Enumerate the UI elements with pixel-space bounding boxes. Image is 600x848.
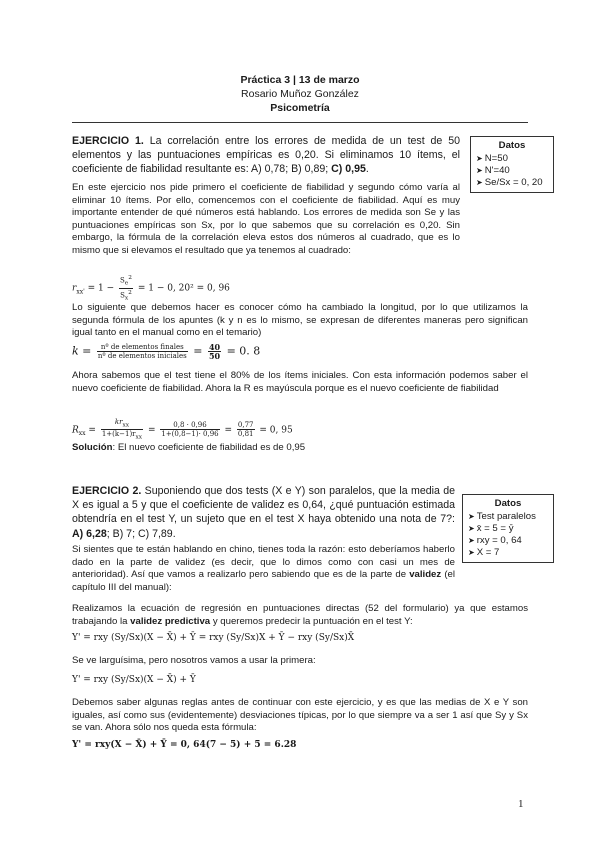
ex2-statement: EJERCICIO 2. Suponiendo que dos tests (X e Y) son paralelos, que la media de X es igual a 5 y que el coeficiente de validez es 0,64, ¿qué puntuación estimada obtendría en el test Y, un sujeto que en el test X haya obtenido una nota de 7?: A) 6,28; B) 7; C) 7,89. [72,485,455,540]
arrow-icon: ➤ [476,178,483,187]
arrow-icon: ➤ [476,166,483,175]
ex1-paragraph-3: Ahora sabemos que el test tiene el 80% de los ítems iniciales. Con esta información podemos saber el nuevo coeficiente de fiabilidad. Ahora la R es mayúscula porque es el nuevo coeficiente de fiabilidad [72,370,528,394]
ex1-data-item: ➤ Se/Sx = 0, 20 [476,177,543,188]
ex2-formula-regression-full: Y' = rxy (Sy/Sx)(X − X̄) + Ȳ = rxy (Sy/Sx)X + Ȳ − rxy (Sy/Sx)X̄ [72,633,355,643]
ex1-formula-reliability: $r_{xx'} = 1$ − $\frac{S_e^2}{S_x^2}$ = 1 − 0, 20² = 0, 96 [72,275,230,302]
ex2-data-title: Datos [494,498,522,509]
arrow-icon: ➤ [468,536,475,545]
ex2-paragraph-2: Realizamos la ecuación de regresión en puntuaciones directas (52 del formulario) ya que estamos trabajando la validez predictiva y queremos predecir la puntuación en el test Y: [72,603,528,627]
ex2-paragraph-1: Si sientes que te están hablando en chino, tienes toda la razón: esto deberíamos haberlo dado en la parte de validez (es decir, que lo dimos como con casi un mes de anterioridad). Así que vamos a realizarlo pero sabiendo que es de la parte de validez (el capítulo III del manual): [72,544,455,593]
ex1-heading: EJERCICIO 1. [72,135,144,147]
arrow-icon: ➤ [468,512,475,521]
ex2-formula-final: Y' = rxy(X − X̄) + Ȳ = 0, 64(7 − 5) + 5 = 6.28 [72,740,297,750]
ex2-paragraph-4: Debemos saber algunas reglas antes de continuar con este ejercicio, y es que las medias de X e Y son iguales, así como sus (evidentemente) desviaciones típicas, por lo que siempre va a ser 1 así que Sy y Sx se van. Ahora sólo nos queda esta fórmula: [72,697,528,734]
page-number: 1 [518,798,524,810]
arrow-icon: ➤ [468,548,475,557]
ex1-data-item: ➤ N'=40 [476,165,510,176]
ex1-solution: Solución: El nuevo coeficiente de fiabilidad es de 0,95 [72,442,306,453]
ex1-data-item: ➤ N=50 [476,153,508,164]
ex2-paragraph-3: Se ve larguísima, pero nosotros vamos a usar la primera: [72,655,316,666]
ex1-formula-k: k = $\frac{\text{nº de elementos finales}}{\text{nº de elementos iniciales}}$ = $\frac{40}{50}$ = 0. 8 [72,342,261,361]
arrow-icon: ➤ [468,524,475,533]
doc-title: Práctica 3 | 13 de marzo [240,74,360,86]
doc-author: Rosario Muñoz González [241,88,359,100]
arrow-icon: ➤ [476,154,483,163]
ex1-paragraph-2: Lo siguiente que debemos hacer es conocer cómo ha cambiado la longitud, por lo que utilizamos la segunda fórmula de los apuntes (k y n es lo mismo, se expresan de diferentes maneras pero significan igual tanto en el manual como en el temario) [72,302,528,339]
ex2-heading: EJERCICIO 2. [72,485,142,497]
ex2-data-box [462,494,554,563]
ex1-answer: C) 0,95 [331,163,366,176]
ex1-paragraph-1: En este ejercicio nos pide primero el coeficiente de fiabilidad y segundo cómo varía al eliminar 10 ítems. Por ello, comencemos con el coeficiente de fiabilidad. Aquí es muy importante entender de qué números está hablando. Los errores de medida son Se y las puntuaciones empíricas son Sx, por lo que sabemos que su correlación es 0,20. Sin embargo, la fórmula de la correlación eleva estos dos números al cuadrado, que es lo mismo que si elevamos el resultado que ya tenemos al cuadrado: [72,182,460,256]
ex1-data-title: Datos [498,140,526,151]
header-rule [72,122,528,123]
doc-subject: Psicometría [270,102,330,114]
ex1-data-box [470,136,554,193]
ex1-statement: EJERCICIO 1. La correlación entre los errores de medida de un test de 50 elementos y las puntuaciones empíricas es 0,20. Si eliminamos 10 ítems, el coeficiente de fiabilidad resultante es: A) 0,78; B) 0,89; C) 0,95. [72,135,460,176]
ex2-data-item: ➤ x̄ = 5 = ȳ [468,523,514,534]
ex2-data-item: ➤ X = 7 [468,547,500,558]
ex1-formula-spearman-brown: $R_{xx}$ = $\frac{kr_{xx}}{1+(k-1)r_{xx}}$ = $\frac{0,8 \cdot 0,96}{1+(0,8-1)\cdot 0,96}$ = $\frac{0,77}{0,81}$ = 0, 95 [72,418,293,441]
ex2-formula-regression-short: Y' = rxy (Sy/Sx)(X − X̄) + Ȳ [72,675,196,685]
ex2-data-item: ➤ Test paralelos [468,511,536,522]
ex2-answer: A) 6,28 [72,527,107,540]
ex2-data-item: ➤ rxy = 0, 64 [468,535,522,546]
